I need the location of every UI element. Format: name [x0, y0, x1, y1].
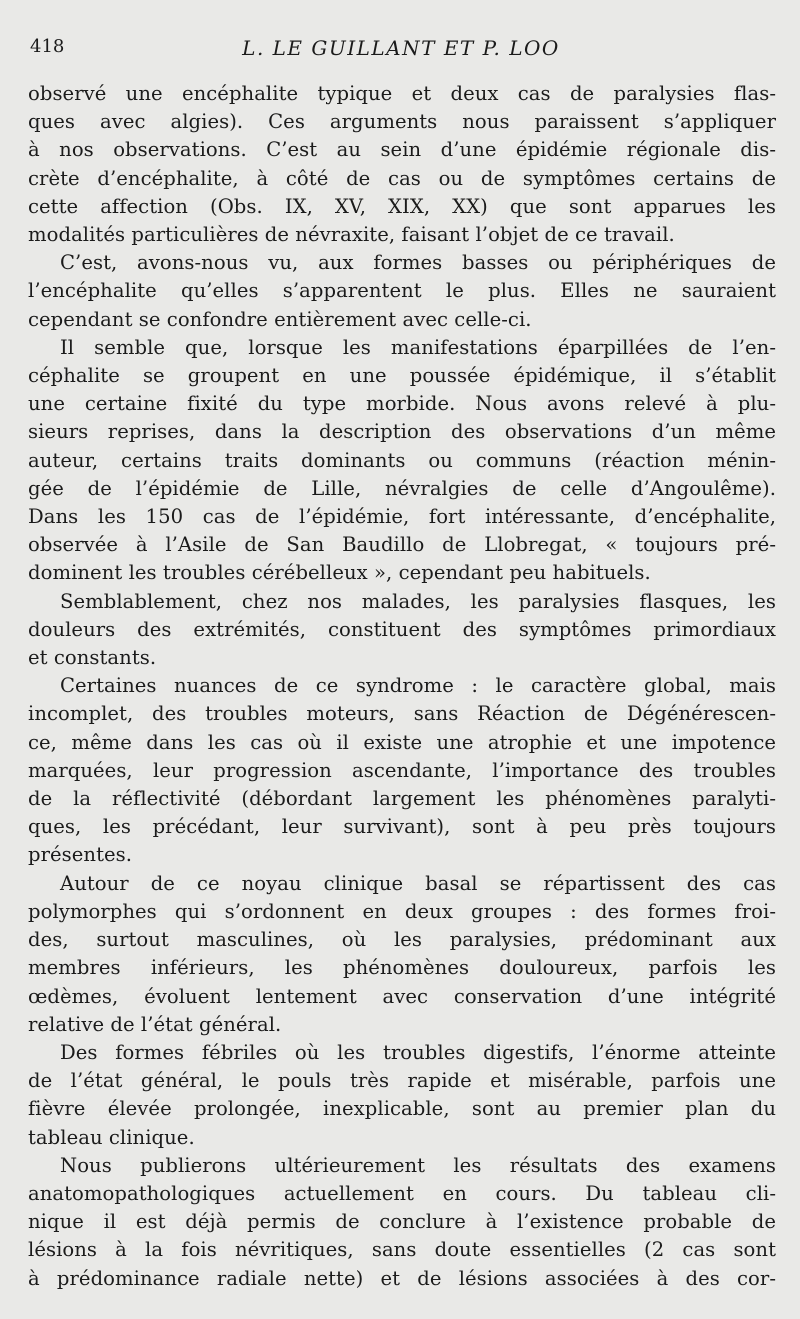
- text-line: tableau clinique.: [28, 1125, 195, 1149]
- text-line: Autour de ce noyau clinique basal se répartissent des cas: [60, 871, 776, 895]
- text-line: lésions à la fois névritiques, sans doute essentielles (2 cas sont: [28, 1238, 776, 1262]
- text-line: Semblablement, chez nos malades, les paralysies flasques, les: [60, 589, 776, 613]
- paragraph: [28, 249, 776, 334]
- text-line: douleurs des extrémités, constituent des symptômes primordiaux: [28, 617, 776, 641]
- text-line: œdèmes, évoluent lentement avec conservation d’une intégrité: [28, 984, 776, 1008]
- text-line: relative de l’état général.: [28, 1012, 282, 1036]
- text-line: Dans les 150 cas de l’épidémie, fort intéressante, d’encéphalite,: [28, 505, 776, 529]
- paragraph: [28, 1039, 776, 1152]
- text-line: cependant se confondre entièrement avec celle-ci.: [28, 307, 532, 331]
- text-line: modalités particulières de névraxite, faisant l’objet de ce travail.: [28, 223, 675, 247]
- text-line: dominent les troubles cérébelleux », cependant peu habituels.: [28, 561, 651, 585]
- paragraph: [28, 588, 776, 673]
- text-line: ce, même dans les cas où il existe une atrophie et une impotence: [28, 730, 776, 754]
- paragraph: [28, 870, 776, 1039]
- paragraph: [28, 1152, 776, 1293]
- text-line: et constants.: [28, 646, 157, 670]
- text-line: observée à l’Asile de San Baudillo de Llobregat, « toujours pré-: [28, 533, 776, 557]
- text-line: à prédominance radiale nette) et de lésions associées à des cor-: [28, 1266, 776, 1290]
- text-line: ques, les précédant, leur survivant), sont à peu près toujours: [28, 815, 776, 839]
- text-line: l’encéphalite qu’elles s’apparentent le plus. Elles ne sauraient: [28, 279, 776, 303]
- text-line: présentes.: [28, 843, 133, 867]
- paragraph: [28, 80, 776, 249]
- text-line: de l’état général, le pouls très rapide et misérable, parfois une: [28, 1069, 776, 1093]
- running-head: L. LE GUILLANT ET P. LOO: [242, 36, 560, 60]
- text-line: gée de l’épidémie de Lille, névralgies de celle d’Angoulême).: [28, 476, 776, 500]
- text-line: de la réflectivité (débordant largement les phénomènes paralyti-: [28, 787, 776, 811]
- text-line: cette affection (Obs. IX, XV, XIX, XX) que sont apparues les: [28, 194, 776, 218]
- page-header: [30, 36, 772, 60]
- text-line: fièvre élevée prolongée, inexplicable, sont au premier plan du: [28, 1097, 776, 1121]
- text-line: Certaines nuances de ce syndrome : le caractère global, mais: [60, 674, 776, 698]
- text-line: céphalite se groupent en une poussée épidémique, il s’établit: [28, 364, 776, 388]
- text-line: C’est, avons-nous vu, aux formes basses ou périphériques de: [60, 251, 776, 275]
- text-line: sieurs reprises, dans la description des observations d’un même: [28, 420, 776, 444]
- text-line: Nous publierons ultérieurement les résultats des examens: [60, 1153, 776, 1177]
- paragraph: [28, 672, 776, 869]
- text-line: des, surtout masculines, où les paralysies, prédominant aux: [28, 928, 776, 952]
- text-line: polymorphes qui s’ordonnent en deux groupes : des formes froi-: [28, 899, 776, 923]
- text-line: observé une encéphalite typique et deux cas de paralysies flas-: [28, 82, 776, 105]
- page-number: 418: [30, 36, 65, 57]
- text-line: ques avec algies). Ces arguments nous paraissent s’appliquer: [28, 110, 776, 134]
- paragraph: [28, 334, 776, 588]
- text-line: auteur, certains traits dominants ou communs (réaction ménin-: [28, 448, 776, 472]
- text-line: anatomopathologiques actuellement en cours. Du tableau cli-: [28, 1181, 776, 1205]
- text-line: membres inférieurs, les phénomènes douloureux, parfois les: [28, 956, 776, 980]
- text-line: Il semble que, lorsque les manifestations éparpillées de l’en-: [60, 335, 776, 359]
- text-line: à nos observations. C’est au sein d’une épidémie régionale dis-: [28, 138, 776, 162]
- text-line: Des formes fébriles où les troubles digestifs, l’énorme atteinte: [60, 1040, 776, 1064]
- text-line: incomplet, des troubles moteurs, sans Réaction de Dégénérescen-: [28, 702, 776, 726]
- text-line: nique il est déjà permis de conclure à l’existence probable de: [28, 1210, 776, 1234]
- text-line: une certaine fixité du type morbide. Nous avons relevé à plu-: [28, 392, 776, 416]
- text-line: marquées, leur progression ascendante, l’importance des troubles: [28, 758, 776, 782]
- text-line: crète d’encéphalite, à côté de cas ou de symptômes certains de: [28, 166, 776, 190]
- body-text: [28, 80, 776, 1293]
